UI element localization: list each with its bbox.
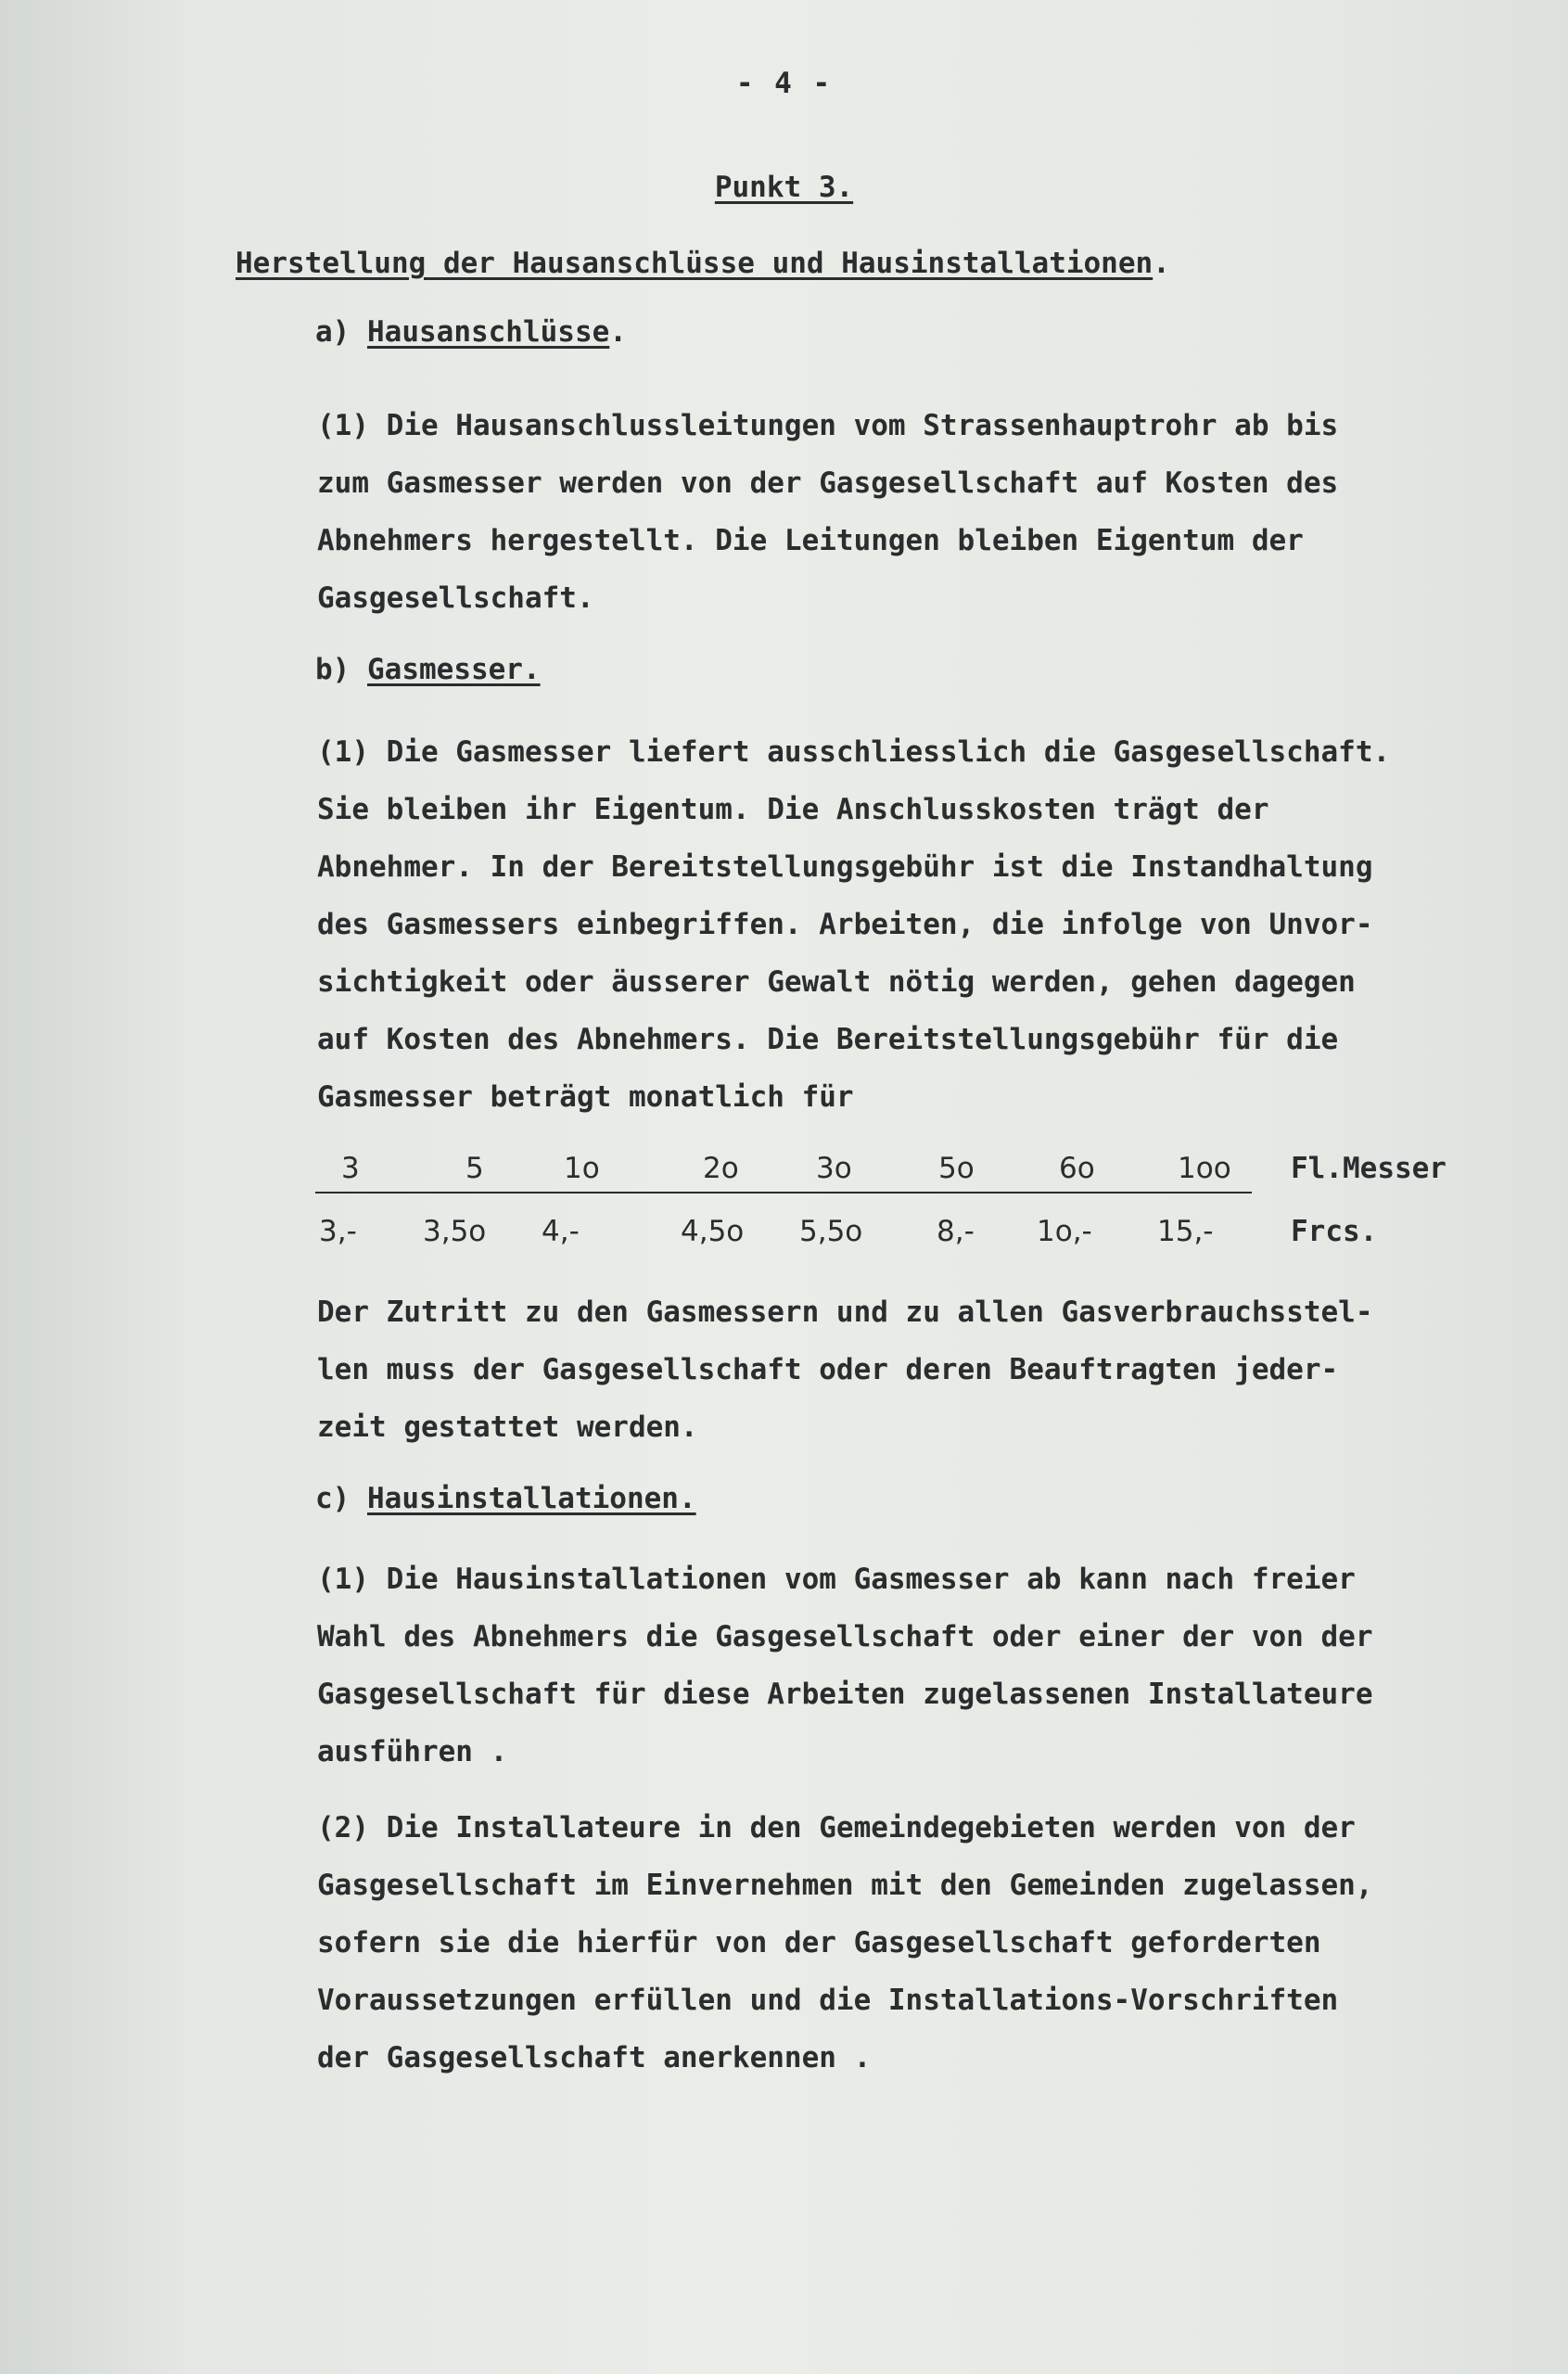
paragraph-a1 (317, 397, 1560, 627)
paragraph-line: sichtigkeit oder äusserer Gewalt nötig werden, gehen dagegen (317, 965, 1356, 999)
paragraph-line: ausführen . (317, 1735, 508, 1768)
paragraph-line: sofern sie die hierfür von der Gasgesellschaft geforderten (317, 1926, 1321, 1959)
paragraph-line: Gasgesellschaft. (317, 581, 594, 615)
subsection-a-title: Hausanschlüsse (367, 315, 610, 349)
tariff-price-label: Frcs. (1291, 1215, 1378, 1248)
section-title (0, 171, 1568, 204)
tariff-price: 15,- (1157, 1215, 1214, 1248)
tariff-underline (315, 1192, 1252, 1193)
subsection-a-suffix: . (609, 315, 627, 349)
tariff-size: 3 (341, 1152, 360, 1185)
tariff-size-label: Fl.Messer (1291, 1152, 1447, 1185)
heading-text: Herstellung der Hausanschlüsse und Hausinstallationen (236, 247, 1154, 280)
paragraph-line: zum Gasmesser werden von der Gasgesellschaft auf Kosten des (317, 466, 1339, 500)
paragraph-line: (1) Die Gasmesser liefert ausschliesslich die Gasgesellschaft. (317, 735, 1391, 769)
tariff-price: 5,5o (799, 1215, 863, 1248)
paragraph-line: auf Kosten des Abnehmers. Die Bereitstellungsgebühr für die (317, 1023, 1339, 1056)
tariff-price: 8,- (937, 1215, 975, 1248)
tariff-price: 4,- (542, 1215, 580, 1248)
paragraph-b1 (317, 723, 1560, 1126)
paragraph-line: der Gasgesellschaft anerkennen . (317, 2041, 872, 2074)
document-heading (236, 247, 1170, 280)
tariff-size: 5o (938, 1152, 975, 1185)
gas-meter-tariff (315, 1144, 1521, 1256)
tariff-price: 4,5o (681, 1215, 745, 1248)
paragraph-line: zeit gestattet werden. (317, 1410, 698, 1444)
paragraph-line: Sie bleiben ihr Eigentum. Die Anschlusskosten trägt der (317, 793, 1269, 826)
paragraph-line: Abnehmer. In der Bereitstellungsgebühr ist die Instandhaltung (317, 850, 1373, 884)
subsection-a-heading (315, 315, 627, 349)
tariff-price: 3,- (319, 1215, 357, 1248)
paragraph-line: len muss der Gasgesellschaft oder deren Beauftragten jeder- (317, 1353, 1339, 1386)
paragraph-c1 (317, 1551, 1560, 1780)
paragraph-line: Wahl des Abnehmers die Gasgesellschaft oder einer der von der (317, 1620, 1373, 1653)
paragraph-line: Der Zutritt zu den Gasmessern und zu allen Gasverbrauchsstel- (317, 1295, 1373, 1329)
subsection-b-prefix: b) (315, 653, 351, 686)
paragraph-line: (2) Die Installateure in den Gemeindegebieten werden von der (317, 1811, 1356, 1844)
subsection-c-title: Hausinstallationen. (367, 1482, 696, 1515)
tariff-price: 1o,- (1037, 1215, 1092, 1248)
subsection-b-heading (315, 653, 541, 686)
tariff-size: 1oo (1178, 1152, 1231, 1185)
tariff-size: 1o (564, 1152, 600, 1185)
paragraph-line: Gasgesellschaft für diese Arbeiten zugelassenen Installateure (317, 1678, 1373, 1711)
tariff-size: 5 (465, 1152, 484, 1185)
paragraph-line: Gasgesellschaft im Einvernehmen mit den Gemeinden zugelassen, (317, 1869, 1373, 1902)
subsection-b-title: Gasmesser. (367, 653, 541, 686)
page-number: - 4 - (735, 67, 833, 100)
section-title-text: Punkt 3. (714, 171, 854, 204)
paragraph-line: des Gasmessers einbegriffen. Arbeiten, die infolge von Unvor- (317, 908, 1373, 941)
tariff-size: 3o (816, 1152, 852, 1185)
paragraph-c2 (317, 1799, 1560, 2087)
paragraph-line: (1) Die Hausanschlussleitungen vom Strassenhauptrohr ab bis (317, 409, 1339, 442)
paragraph-line: Abnehmers hergestellt. Die Leitungen bleiben Eigentum der (317, 524, 1304, 557)
subsection-c-prefix: c) (315, 1482, 351, 1515)
paragraph-line: Voraussetzungen erfüllen und die Installations-Vorschriften (317, 1984, 1339, 2017)
tariff-size: 2o (703, 1152, 739, 1185)
paragraph-line: (1) Die Hausinstallationen vom Gasmesser ab kann nach freier (317, 1563, 1356, 1596)
heading-suffix: . (1153, 247, 1170, 280)
tariff-price: 3,5o (423, 1215, 487, 1248)
paragraph-b2 (317, 1283, 1560, 1456)
tariff-size: 6o (1059, 1152, 1095, 1185)
paragraph-line: Gasmesser beträgt monatlich für (317, 1080, 854, 1114)
subsection-c-heading (315, 1482, 696, 1515)
subsection-a-prefix: a) (315, 315, 351, 349)
